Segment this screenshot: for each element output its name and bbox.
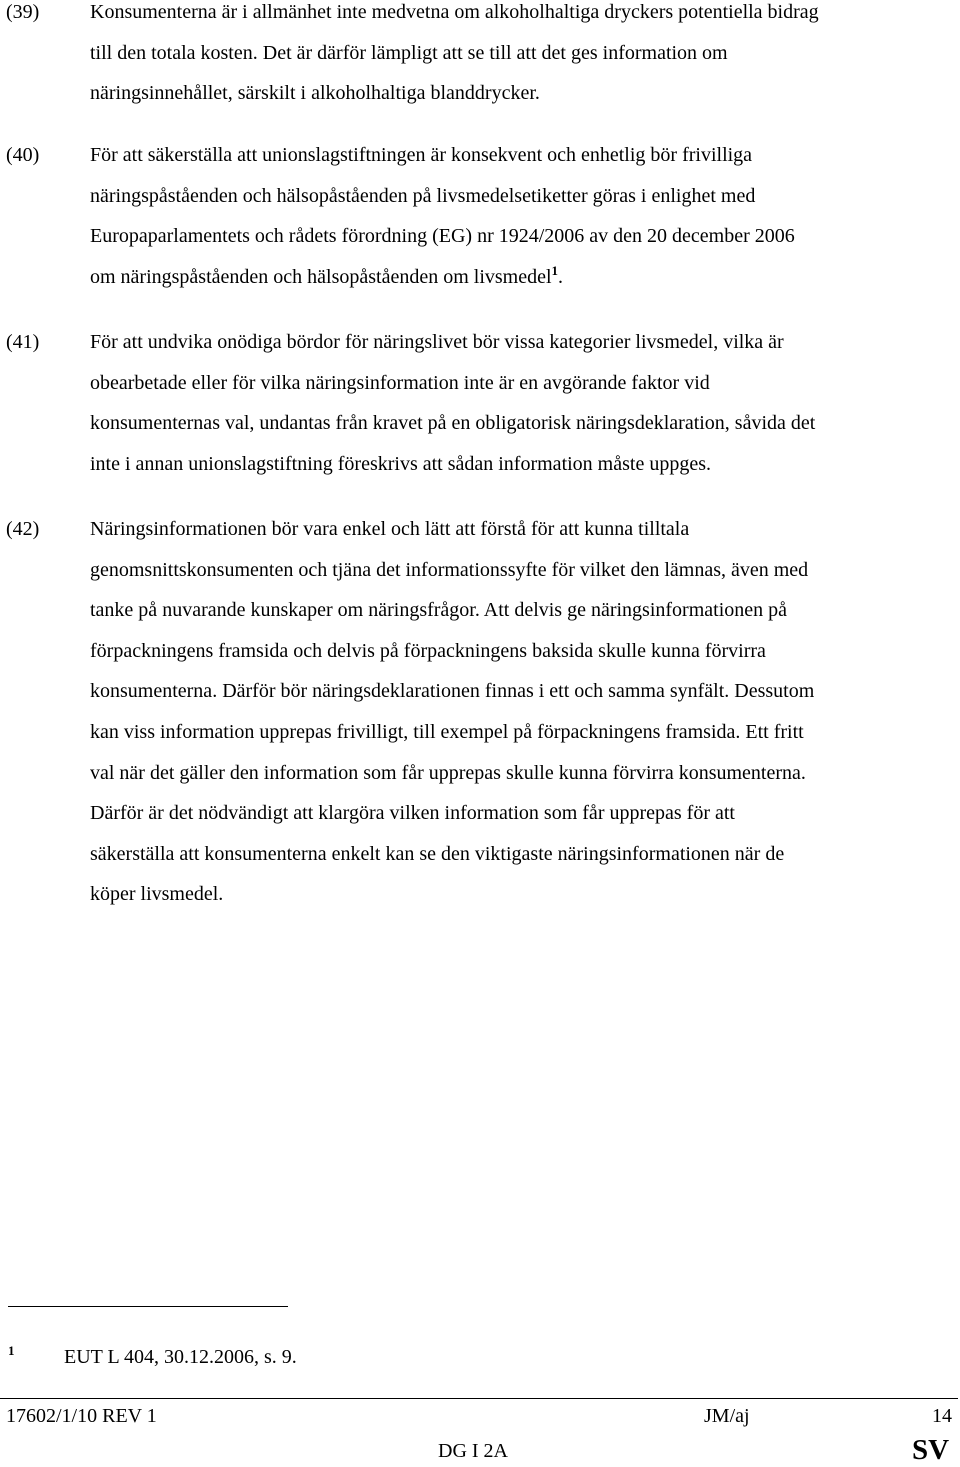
paragraph-number: (39) <box>6 1 40 23</box>
footnote-mark: 1 <box>8 1343 15 1358</box>
paragraph-number: (41) <box>6 331 40 353</box>
text-line: Därför är det nödvändigt att klargöra vilken information som får upprepas för att <box>90 802 735 825</box>
footnote-separator <box>8 1306 288 1307</box>
text-line: genomsnittskonsumenten och tjäna det informationssyfte för vilket den lämnas, även med <box>90 558 809 581</box>
text-line: till den totala kosten. Det är därför lämpligt att se till att det ges information om <box>90 41 728 64</box>
paragraph-text <box>90 322 956 484</box>
paragraph-text <box>90 509 956 915</box>
text-line: För att undvika onödiga bördor för näringslivet bör vissa kategorier livsmedel, vilka är <box>90 331 784 353</box>
text-line: säkerställa att konsumenterna enkelt kan se den viktigaste näringsinformationen när de <box>90 842 785 865</box>
line-tail: . <box>558 265 564 288</box>
paragraph-number: (42) <box>6 518 40 540</box>
text-line: inte i annan unionslagstiftning föreskrivs att sådan information måste uppges. <box>90 452 711 475</box>
text-line: kan viss information upprepas frivilligt, till exempel på förpackningens framsida. Ett fritt <box>90 720 804 743</box>
text-line: om näringspåståenden och hälsopåståenden om livsmedel <box>90 265 552 288</box>
directorate-code: DG I 2A <box>438 1440 508 1462</box>
text-line: köper livsmedel. <box>90 883 224 906</box>
paragraph-number: (40) <box>6 144 40 166</box>
text-line: Näringsinformationen bör vara enkel och lätt att förstå för att kunna tilltala <box>90 518 690 540</box>
text-line: näringspåståenden och hälsopåståenden på livsmedelsetiketter göras i enlighet med <box>90 184 756 207</box>
text-line: Europaparlamentets och rådets förordning (EG) nr 1924/2006 av den 20 december 2006 <box>90 225 795 248</box>
paragraph-text <box>90 135 956 297</box>
text-line: konsumenterna. Därför bör näringsdeklarationen finnas i ett och samma synfält. Dessutom <box>90 680 815 703</box>
text-line: För att säkerställa att unionslagstiftningen är konsekvent och enhetlig bör frivilliga <box>90 144 753 166</box>
author-initials: JM/aj <box>704 1405 750 1427</box>
text-line: Konsumenterna är i allmänhet inte medvetna om alkoholhaltiga dryckers potentiella bidrag <box>90 1 819 23</box>
text-line: tanke på nuvarande kunskaper om näringsfrågor. Att delvis ge näringsinformationen på <box>90 599 788 622</box>
language-code: SV <box>912 1434 950 1466</box>
document-reference: 17602/1/10 REV 1 <box>6 1405 157 1427</box>
text-line: obearbetade eller för vilka näringsinformation inte är en avgörande faktor vid <box>90 371 710 394</box>
text-line: näringsinnehållet, särskilt i alkoholhaltiga blanddrycker. <box>90 82 540 105</box>
footer-separator <box>0 1398 958 1399</box>
text-line-with-footnote <box>90 257 956 298</box>
page-number: 14 <box>932 1405 952 1427</box>
text-line: konsumenternas val, undantas från kravet på en obligatorisk näringsdeklaration, såvida det <box>90 412 816 435</box>
footnote-reference[interactable]: 1 <box>551 262 559 278</box>
text-line: förpackningens framsida och delvis på förpackningens baksida skulle kunna förvirra <box>90 639 766 662</box>
footnote-text: EUT L 404, 30.12.2006, s. 9. <box>64 1346 297 1368</box>
text-line: val när det gäller den information som får upprepas skulle kunna förvirra konsumenterna. <box>90 761 806 784</box>
paragraph-text <box>90 0 956 114</box>
